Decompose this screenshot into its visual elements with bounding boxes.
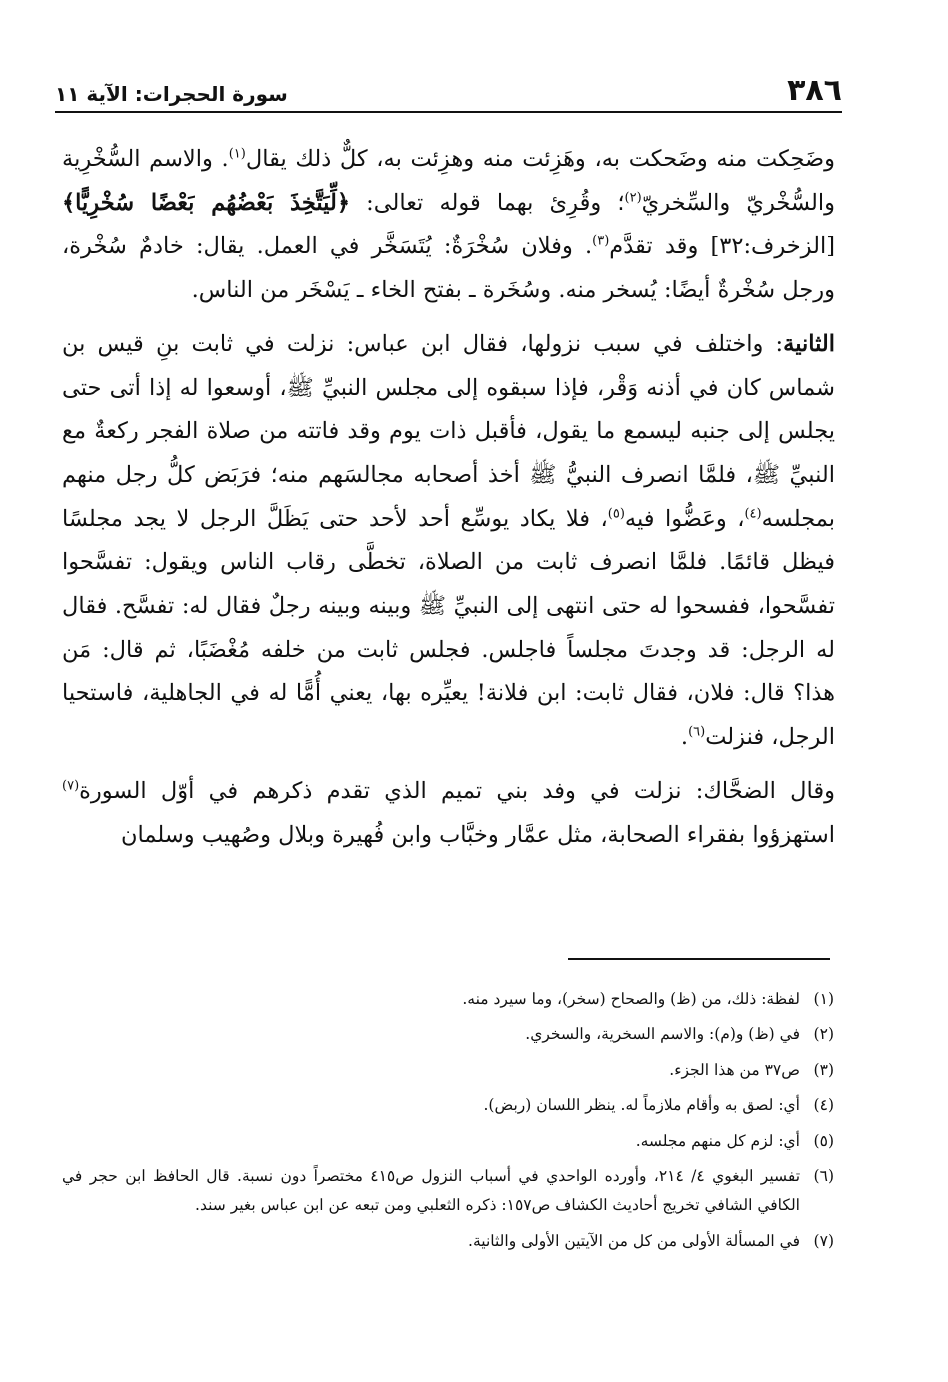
footnote	[62, 1091, 834, 1120]
footnote	[62, 1227, 834, 1256]
footnote-number: (٦)	[813, 1167, 834, 1186]
page-number: ٣٨٦	[787, 73, 842, 108]
footnote-ref-4: (٤)	[744, 506, 762, 522]
footnote-number: (١)	[813, 990, 834, 1008]
text-run: وقال الضحَّاك: نزلت في وفد بني تميم الذي تقدم ذكرهم في أوّل السورة	[79, 777, 835, 804]
text-run: . والاسم السُّخْرِية والسُّخْريّ والسِّخريّ	[62, 146, 835, 216]
footnote-text: تفسير البغوي ٤/ ٢١٤، وأورده الواحدي في أسباب النزول ص٤١٥ مختصراً دون نسبة. قال الحافظ ابن حجر في الكافي الشافي تخريج أحاديث الكشاف ص١٥٧: ذكره الثعلبي ومن تبعه عن ابن عباس بغير سند.	[62, 1167, 801, 1215]
footnote-text: أي: لصق به وأقام ملازماً له. ينظر اللسان (ربض).	[483, 1096, 800, 1115]
text-run: : واختلف في سبب نزولها، فقال ابن عباس: نزلت في ثابت بنِ قيس بن شماس كان في أذنه وَقْر، فإذا سبقوه إلى مجلس النبيِّ ﷺ، أوسعوا له إذا أتى حتى يجلس إلى جنبه ليسمع ما يقول، فأقبل ذات يوم وقد فاتته من صلاة الفجر ركعةٌ مع النبيِّ ﷺ، فلمَّا انصرف النبيُّ ﷺ أخذ أصحابه مجالسَهم منه؛ فرَبَض كلُّ رجل منهم بمجلسه	[62, 330, 835, 532]
footnote-text: ص٣٧ من هذا الجزء.	[669, 1060, 800, 1079]
footnote-text: في (ظ) و(م): والاسم السخرية، والسخري.	[525, 1025, 800, 1044]
footnote-number: (٥)	[813, 1131, 834, 1150]
footnote-number: (٢)	[813, 1025, 834, 1044]
text-run: ؛ وقُرِئ بهما قوله تعالى:	[350, 189, 625, 216]
text-run: ، وعَضُّوا فيه	[624, 505, 745, 532]
footnote-text: أي: لزم كل منهم مجلسه.	[635, 1131, 800, 1150]
footnote-ref-5: (٥)	[607, 506, 625, 522]
footnote-text: في المسألة الأولى من كل من الآيتين الأولى والثانية.	[468, 1231, 800, 1250]
quran-verse: ﴿لِّيَتَّخِذَ بَعْضُهُم بَعْضًا سُخْرِيًّا﴾	[62, 189, 350, 216]
footnote-ref-6: (٦)	[688, 724, 706, 740]
text-run: استهزؤوا بفقراء الصحابة، مثل عمَّار وخبَّاب وابن فُهيرة وبلال وصُهيب وسلمان	[121, 821, 835, 848]
paragraph-2	[62, 323, 835, 760]
footnote-ref-3: (٣)	[592, 233, 610, 249]
text-run: [الزخرف:٣٢] وقد تقدَّم	[609, 233, 835, 260]
footnote	[62, 1056, 834, 1085]
running-head: سورة الحجرات: الآية ١١	[55, 82, 288, 106]
text-run: وضَحِكت منه وضَحكت به، وهَزِئت منه وهزِئت به، كلٌّ ذلك يقال	[245, 146, 835, 172]
footnote	[62, 1127, 834, 1156]
footnote-text: لفظة: ذلك، من (ظ) والصحاح (سخر)، وما سيرد منه.	[462, 990, 800, 1008]
header-rule	[55, 111, 842, 113]
text-run: . وفلان سُخْرَةٌ: يُتَسَخَّر في العمل. يقال: خادمٌ سُخْرة، ورجل سُخْرةٌ أيضًا: يُسخر منه. وسُخَرة ـ بفتح الخاء ـ يَسْخَر من الناس.	[62, 233, 835, 304]
paragraph-3	[62, 770, 835, 857]
footnote-number: (٧)	[813, 1231, 834, 1250]
footnote-ref-1: (١)	[228, 146, 246, 162]
footnote-ref-7: (٧)	[62, 778, 80, 794]
footnote-ref-2: (٢)	[624, 190, 642, 206]
footnote	[62, 1162, 834, 1221]
footnote	[62, 985, 834, 1014]
page-header	[55, 66, 842, 106]
text-run: .	[680, 724, 689, 751]
paragraph-1	[62, 138, 835, 313]
main-text	[62, 138, 835, 857]
footnote-number: (٤)	[813, 1096, 834, 1115]
footnotes	[62, 985, 834, 1262]
text-run: ، فلا يكاد يوسِّع أحد لأحد حتى يَظَلَّ الرجل لا يجد مجلسًا فيظل قائمًا. فلمَّا انصرف ثابت من الصلاة، تخطَّى رقاب الناس ويقول: تفسَّحوا تفسَّحوا، ففسحوا له حتى انتهى إلى النبيِّ ﷺ وبينه وبينه رجلٌ فقال له: تفسَّح. فقال له الرجل: قد وجدتَ مجلساً فاجلس. فجلس ثابت من خلفه مُغْضَبًا، ثم قال: مَن هذا؟ قال: فلان، فقال ثابت: ابن فلانة! يعيِّره بها، يعني أُمًّا له في الجاهلية، فاستحيا الرجل، فنزلت	[62, 505, 835, 751]
footnote-number: (٣)	[813, 1060, 834, 1079]
footnote	[62, 1020, 834, 1049]
issue-heading: الثانية	[783, 330, 835, 357]
footnote-separator	[568, 958, 830, 960]
